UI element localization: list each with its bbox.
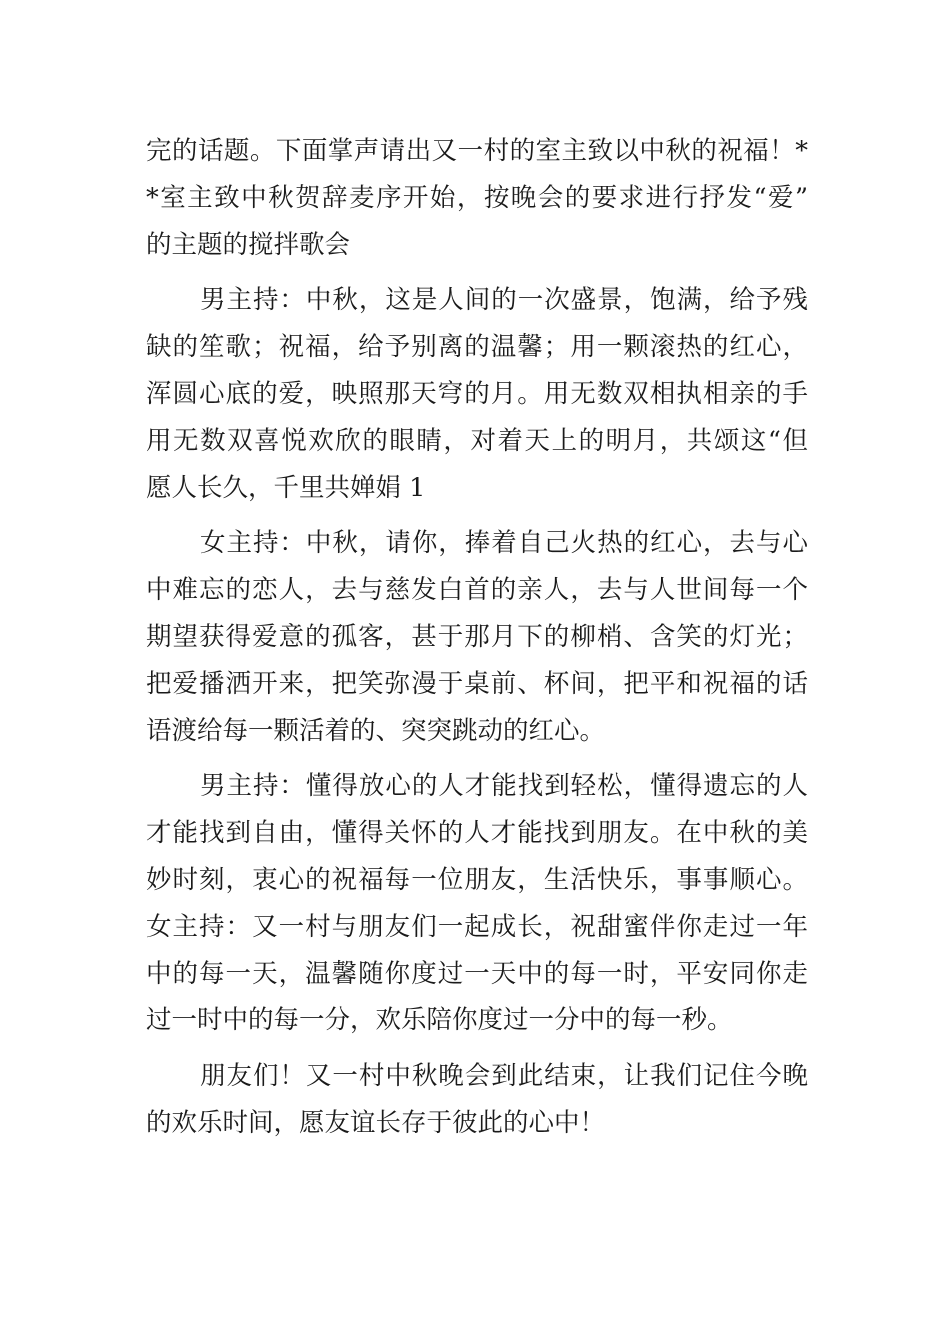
text-line: 语渡给每一颗活着的、突突跳动的红心。 [146,715,606,746]
text-line: 朋友们！又一村中秋晚会到此结束，让我们记住今晚 [200,1061,808,1092]
text-line: 才能找到自由，懂得关怀的人才能找到朋友。在中秋的美 [146,818,808,849]
text-line: 愿人长久，千里共婵娟 1 [146,472,426,503]
paragraph-2 [146,277,808,511]
text-line: 完的话题。下面掌声请出又一村的室主致以中秋的祝福！* [146,136,808,166]
paragraph-gap [146,1044,808,1053]
text-line: *室主致中秋贺辞麦序开始，按晚会的要求进行抒发“爱” [146,182,808,213]
text-line: 期望获得爱意的孤客，甚于那月下的柳梢、含笑的灯光； [146,621,808,652]
paragraph-3 [146,520,808,754]
text-line: 男主持：懂得放心的人才能找到轻松，懂得遗忘的人 [200,771,808,802]
text-line: 用无数双喜悦欢欣的眼睛，对着天上的明月，共颂这“但 [146,425,808,456]
paragraph-1 [146,128,808,268]
text-line: 男主持：中秋，这是人间的一次盛景，饱满，给予残 [200,285,808,316]
paragraph-4 [146,763,808,1044]
text-line: 的欢乐时间，愿友谊长存于彼此的心中！ [146,1107,606,1138]
text-line: 把爱播洒开来，把笑弥漫于桌前、杯间，把平和祝福的话 [146,668,808,699]
paragraph-5 [146,1053,808,1147]
text-line: 中难忘的恋人，去与慈发白首的亲人，去与人世间每一个 [146,575,808,606]
document-body [146,128,808,1147]
text-line: 女主持：又一村与朋友们一起成长，祝甜蜜伴你走过一年 [146,911,808,942]
text-line: 中的每一天，温馨随你度过一天中的每一时，平安同你走 [146,958,808,989]
text-line: 缺的笙歌；祝福，给予别离的温馨；用一颗滚热的红心， [146,332,808,363]
paragraph-gap [146,754,808,763]
text-line: 女主持：中秋，请你，捧着自己火热的红心，去与心 [200,528,808,559]
paragraph-gap [146,268,808,277]
text-line: 过一时中的每一分，欢乐陪你度过一分中的每一秒。 [146,1005,733,1036]
paragraph-gap [146,511,808,520]
text-line: 的主题的搅拌歌会 [146,229,351,260]
text-line: 浑圆心底的爱，映照那天穹的月。用无数双相执相亲的手 [146,378,808,409]
text-line: 妙时刻，衷心的祝福每一位朋友，生活快乐，事事顺心。 [146,864,808,895]
